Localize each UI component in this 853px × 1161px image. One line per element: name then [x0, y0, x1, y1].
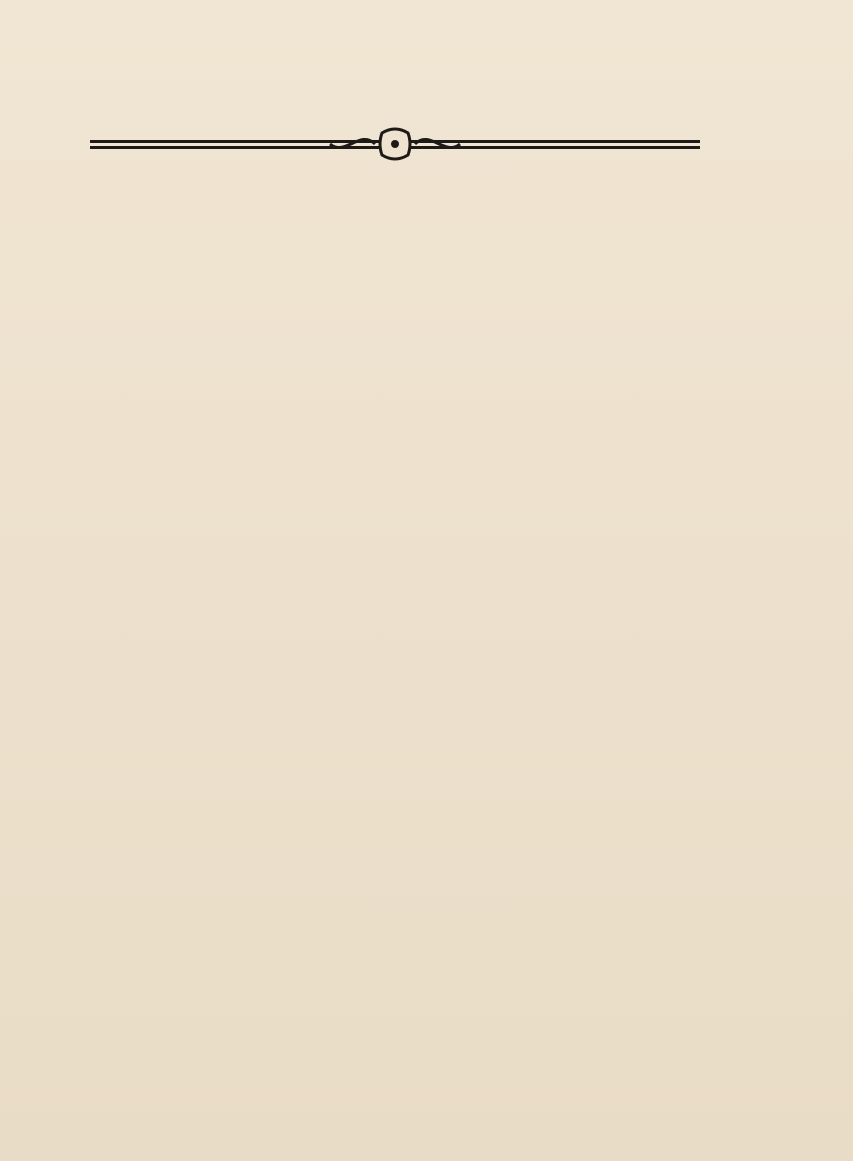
- ornament-divider: [90, 127, 700, 163]
